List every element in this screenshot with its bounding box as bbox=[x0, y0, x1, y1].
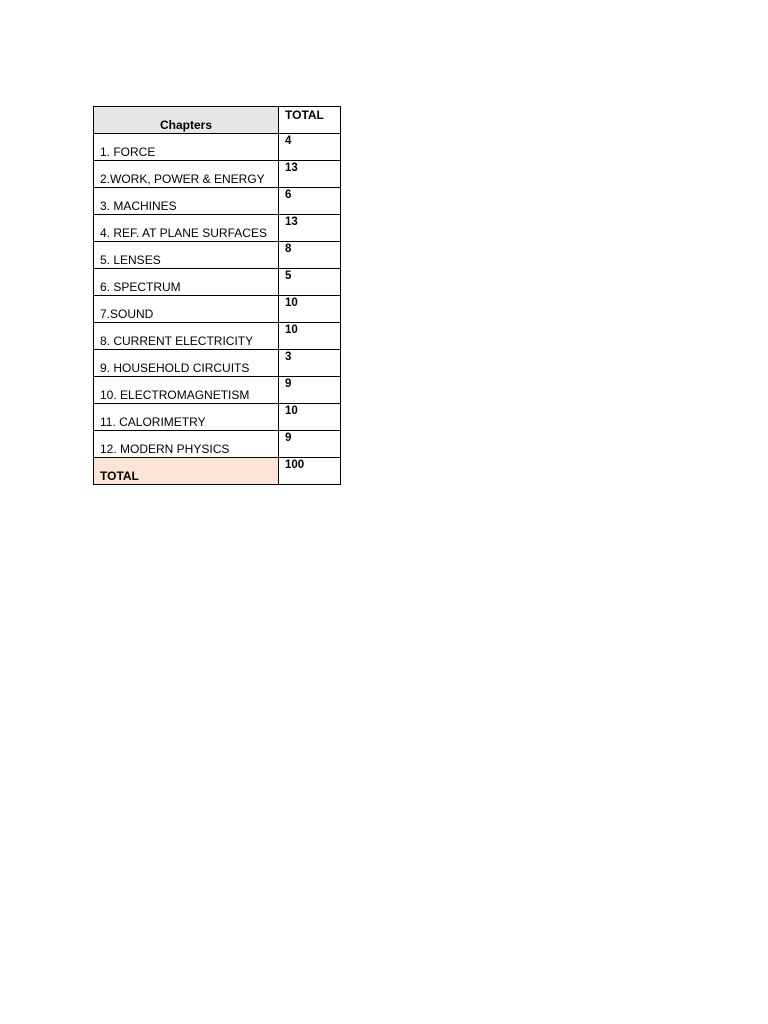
total-cell: 8 bbox=[279, 242, 341, 269]
total-cell: 4 bbox=[279, 134, 341, 161]
header-row bbox=[94, 107, 341, 134]
total-cell: 6 bbox=[279, 188, 341, 215]
chapter-cell: 5. LENSES bbox=[94, 242, 279, 269]
chapter-cell: 4. REF. AT PLANE SURFACES bbox=[94, 215, 279, 242]
chapter-cell: 8. CURRENT ELECTRICITY bbox=[94, 323, 279, 350]
table-row bbox=[94, 404, 341, 431]
total-cell: 10 bbox=[279, 323, 341, 350]
total-label-cell: TOTAL bbox=[94, 458, 279, 485]
chapter-cell: 7.SOUND bbox=[94, 296, 279, 323]
table-row bbox=[94, 242, 341, 269]
marks-distribution-table bbox=[93, 106, 341, 485]
total-cell: 13 bbox=[279, 215, 341, 242]
chapter-cell: 3. MACHINES bbox=[94, 188, 279, 215]
total-cell: 10 bbox=[279, 404, 341, 431]
total-cell: 9 bbox=[279, 377, 341, 404]
header-chapters: Chapters bbox=[94, 107, 279, 134]
table-row bbox=[94, 188, 341, 215]
chapter-cell: 11. CALORIMETRY bbox=[94, 404, 279, 431]
table-row bbox=[94, 161, 341, 188]
total-cell: 10 bbox=[279, 296, 341, 323]
chapter-cell: 1. FORCE bbox=[94, 134, 279, 161]
total-cell: 3 bbox=[279, 350, 341, 377]
chapter-cell: 2.WORK, POWER & ENERGY bbox=[94, 161, 279, 188]
table-row bbox=[94, 323, 341, 350]
total-row bbox=[94, 458, 341, 485]
grand-total-cell: 100 bbox=[279, 458, 341, 485]
table-row bbox=[94, 431, 341, 458]
header-total: TOTAL bbox=[279, 107, 341, 134]
chapter-cell: 12. MODERN PHYSICS bbox=[94, 431, 279, 458]
total-cell: 5 bbox=[279, 269, 341, 296]
table-row bbox=[94, 215, 341, 242]
chapter-cell: 9. HOUSEHOLD CIRCUITS bbox=[94, 350, 279, 377]
total-cell: 9 bbox=[279, 431, 341, 458]
table-row bbox=[94, 269, 341, 296]
total-cell: 13 bbox=[279, 161, 341, 188]
table-row bbox=[94, 296, 341, 323]
table-row bbox=[94, 134, 341, 161]
table-row bbox=[94, 350, 341, 377]
chapter-cell: 6. SPECTRUM bbox=[94, 269, 279, 296]
table-row bbox=[94, 377, 341, 404]
chapter-cell: 10. ELECTROMAGNETISM bbox=[94, 377, 279, 404]
